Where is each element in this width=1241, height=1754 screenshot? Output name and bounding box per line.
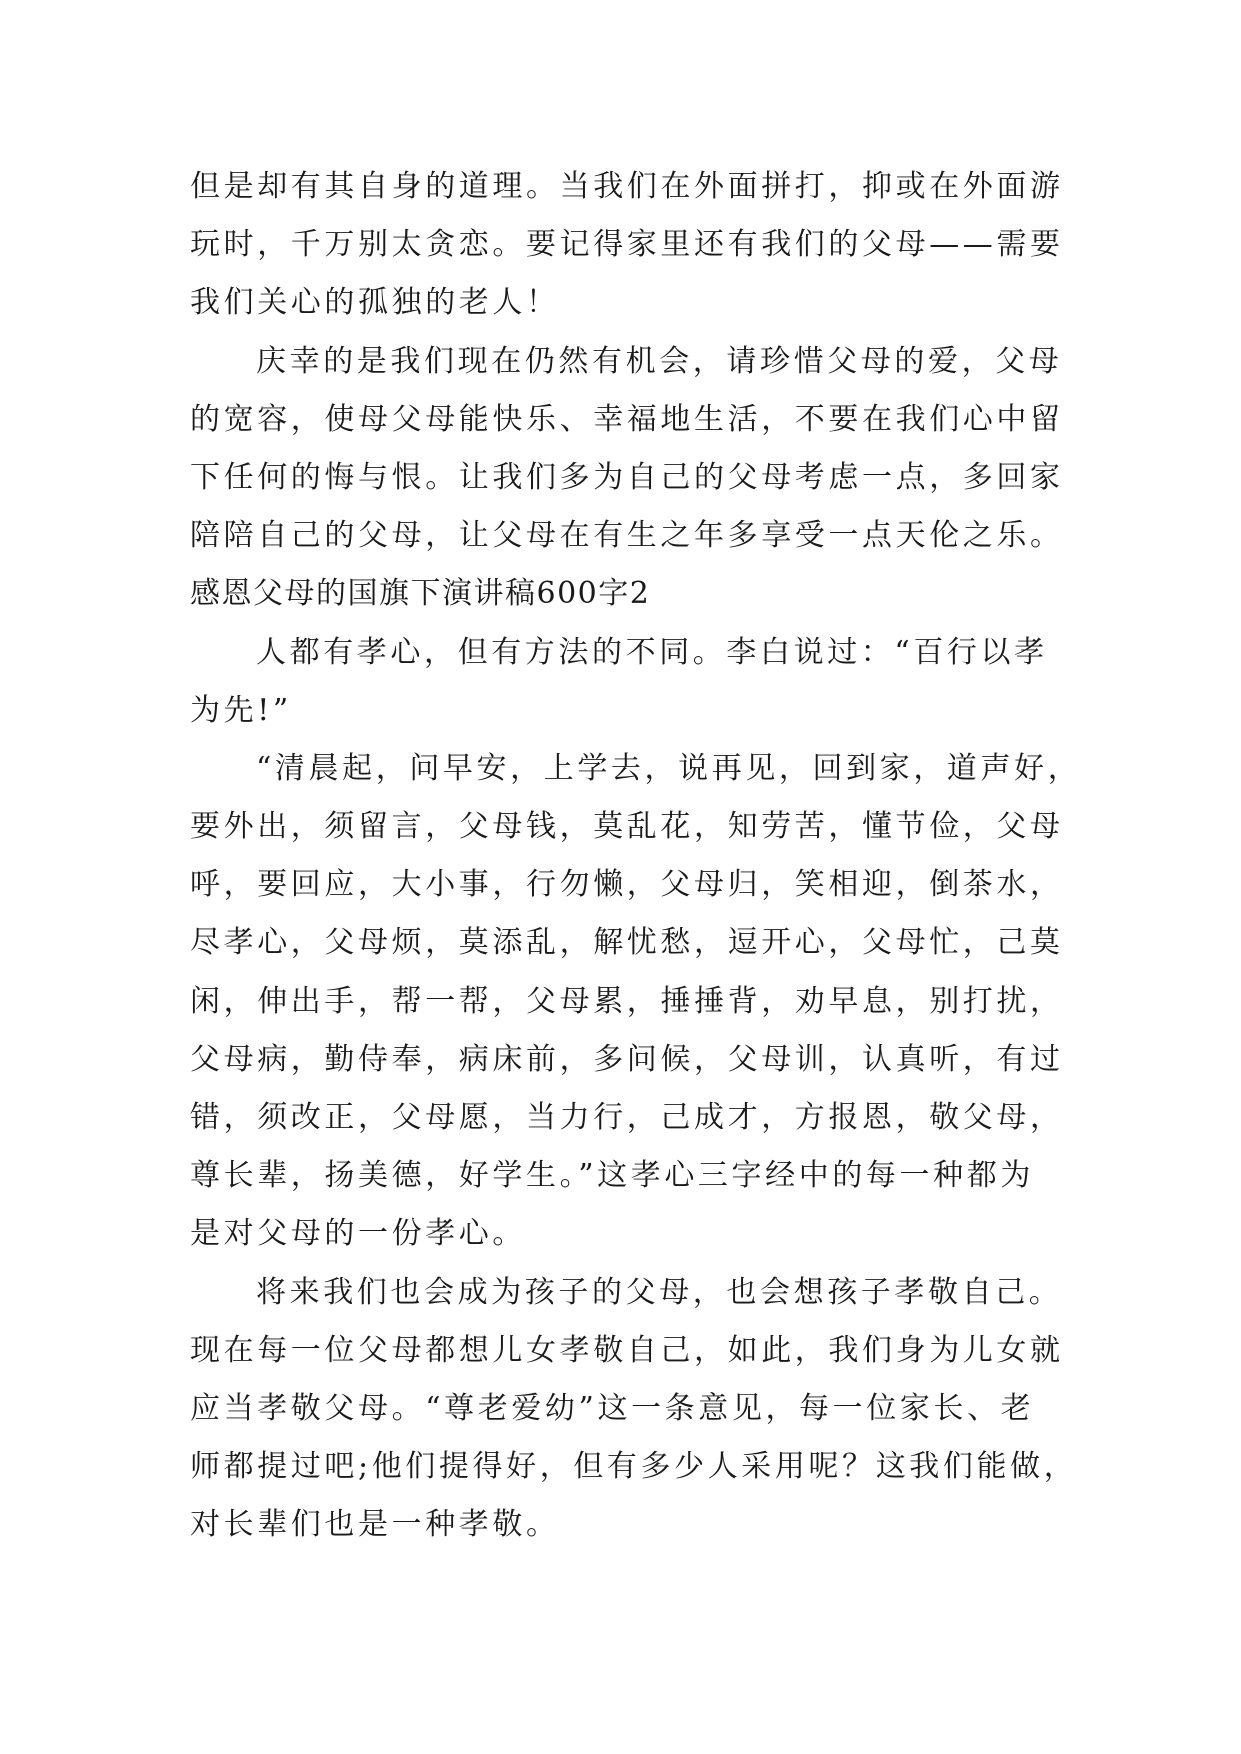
text-line: 对长辈们也是一种孝敬。 [190,1507,560,1543]
section-heading: 感恩父母的国旗下演讲稿600字2 [190,576,651,612]
text-line: 闲，伸出手，帮一帮，父母累，捶捶背，劝早息，别打扰， [190,983,1064,1019]
text-line: 为先!” [190,692,292,728]
text-line: 的宽容，使母父母能快乐、幸福地生活，不要在我们心中留 [190,401,1064,437]
text-line: 玩时，千万别太贪恋。要记得家里还有我们的父母——需要 [190,227,1064,263]
text-line: 要外出，须留言，父母钱，莫乱花，知劳苦，懂节俭，父母 [190,809,1064,845]
text-line: 尊长辈，扬美德，好学生。”这孝心三字经中的每一种都为 [190,1158,1034,1194]
text-line: 应当孝敬父母。“尊老爱幼”这一条意见，每一位家长、老 [190,1390,1035,1426]
text-line: 陪陪自己的父母，让父母在有生之年多享受一点天伦之乐。 [190,518,1064,554]
text-line: 师都提过吧;他们提得好，但有多少人采用呢？这我们能做， [190,1449,1078,1485]
text-line: 尽孝心，父母烦，莫添乱，解忧愁，逗开心，父母忙，己莫 [190,925,1064,961]
text-line: 呼，要回应，大小事，行勿懒，父母归，笑相迎，倒茶水， [190,867,1064,903]
text-line: 下任何的悔与恨。让我们多为自己的父母考虑一点，多回家 [190,459,1064,495]
paragraph-start-line: 庆幸的是我们现在仍然有机会，请珍惜父母的爱，父母 [256,343,1063,379]
text-line: 是对父母的一份孝心。 [190,1216,526,1252]
text-line: 父母病，勤侍奉，病床前，多问候，父母训，认真听，有过 [190,1041,1064,1077]
text-line: 现在每一位父母都想儿女孝敬自己，如此，我们身为儿女就 [190,1332,1064,1368]
paragraph-start-line: 将来我们也会成为孩子的父母，也会想孩子孝敬自己。 [256,1274,1063,1310]
paragraph-start-line: “清晨起，问早安，上学去，说再见，回到家，道声好， [256,750,1082,786]
text-line: 错，须改正，父母愿，当力行，己成才，方报恩，敬父母， [190,1100,1064,1135]
text-line: 但是却有其自身的道理。当我们在外面拼打，抑或在外面游 [190,169,1064,204]
document-body [190,158,1082,1555]
paragraph-start-line: 人都有孝心，但有方法的不同。李白说过：“百行以孝 [256,634,1048,670]
text-line: 我们关心的孤独的老人！ [190,285,560,321]
